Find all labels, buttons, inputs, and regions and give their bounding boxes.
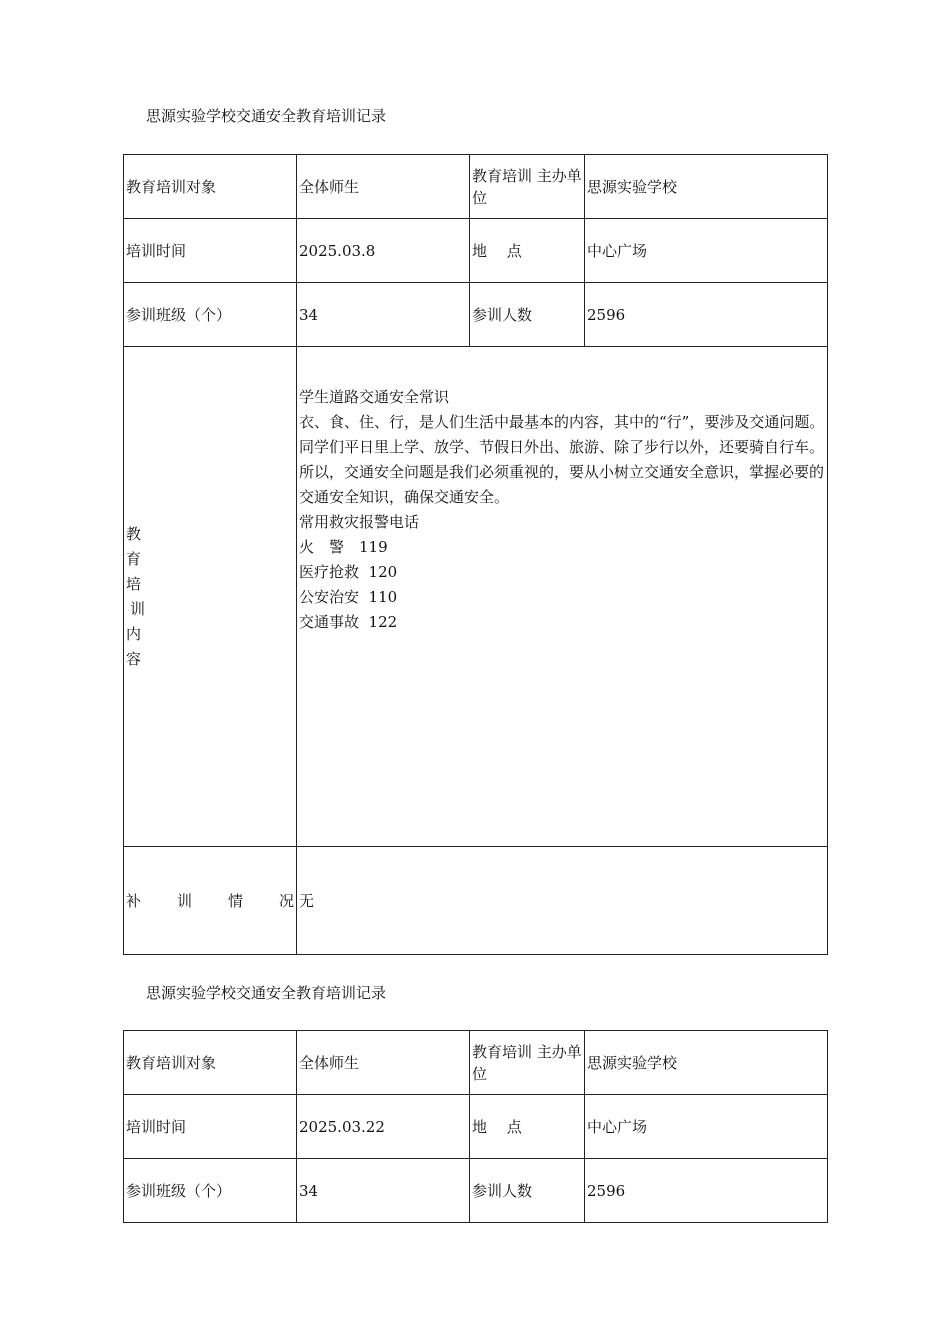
organizer-label: 教育培训 主办单位 bbox=[470, 155, 585, 219]
target-label: 教育培训对象 bbox=[124, 1031, 297, 1095]
time-label: 培训时间 bbox=[124, 1095, 297, 1159]
time-value: 2025.03.22 bbox=[297, 1095, 470, 1159]
place-value: 中心广场 bbox=[585, 219, 828, 283]
people-label: 参训人数 bbox=[470, 1159, 585, 1223]
row-target bbox=[124, 1031, 828, 1095]
people-value: 2596 bbox=[585, 283, 828, 347]
target-value: 全体师生 bbox=[297, 155, 470, 219]
organizer-value: 思源实验学校 bbox=[585, 1031, 828, 1095]
makeup-label-char: 补 bbox=[126, 891, 142, 910]
content-label-char: 容 bbox=[126, 649, 142, 668]
organizer-value: 思源实验学校 bbox=[585, 155, 828, 219]
classes-label: 参训班级（个） bbox=[124, 283, 297, 347]
makeup-value: 无 bbox=[297, 847, 828, 955]
makeup-label-char: 训 bbox=[176, 891, 192, 910]
content-label-char: 育 bbox=[126, 549, 142, 568]
makeup-label bbox=[124, 847, 297, 955]
row-content bbox=[124, 347, 828, 847]
phone-list-heading: 常用救灾报警电话 bbox=[299, 513, 420, 531]
content-heading: 学生道路交通安全常识 bbox=[299, 388, 450, 406]
phone-fire: 火 警 119 bbox=[299, 538, 388, 556]
place-value: 中心广场 bbox=[585, 1095, 828, 1159]
content-label-char: 培 bbox=[126, 574, 142, 593]
record-1-table bbox=[123, 154, 828, 955]
row-classes bbox=[124, 1159, 828, 1223]
record-2-title: 思源实验学校交通安全教育培训记录 bbox=[146, 984, 387, 1002]
time-label: 培训时间 bbox=[124, 219, 297, 283]
row-time bbox=[124, 1095, 828, 1159]
record-1-title: 思源实验学校交通安全教育培训记录 bbox=[146, 107, 387, 125]
content-label-char: 训 bbox=[130, 599, 146, 618]
classes-value: 34 bbox=[297, 283, 470, 347]
row-target bbox=[124, 155, 828, 219]
target-label: 教育培训对象 bbox=[124, 155, 297, 219]
makeup-label-char: 情 bbox=[227, 891, 243, 910]
row-makeup bbox=[124, 847, 828, 955]
row-classes bbox=[124, 283, 828, 347]
phone-traffic: 交通事故 122 bbox=[299, 613, 398, 631]
content-body bbox=[297, 347, 828, 847]
content-label-char: 内 bbox=[126, 624, 142, 643]
content-label-char: 教 bbox=[126, 524, 142, 543]
row-time bbox=[124, 219, 828, 283]
phone-police: 公安治安 110 bbox=[299, 588, 398, 606]
place-label: 地 点 bbox=[470, 1095, 585, 1159]
organizer-label: 教育培训 主办单位 bbox=[470, 1031, 585, 1095]
people-label: 参训人数 bbox=[470, 283, 585, 347]
phone-medical: 医疗抢救 120 bbox=[299, 563, 398, 581]
record-2-table bbox=[123, 1030, 828, 1223]
classes-value: 34 bbox=[297, 1159, 470, 1223]
time-value: 2025.03.8 bbox=[297, 219, 470, 283]
people-value: 2596 bbox=[585, 1159, 828, 1223]
content-paragraph: 衣、食、住、行，是人们生活中最基本的内容，其中的“行”，要涉及交通问题。同学们平日里上学、放学、节假日外出、旅游、除了步行以外，还要骑自行车。所以，交通安全问题是我们必须重视的，要从小树立交通安全意识，掌握必要的交通安全知识，确保交通安全。 bbox=[299, 413, 825, 506]
place-label: 地 点 bbox=[470, 219, 585, 283]
target-value: 全体师生 bbox=[297, 1031, 470, 1095]
makeup-label-char: 况 bbox=[278, 891, 294, 910]
classes-label: 参训班级（个） bbox=[124, 1159, 297, 1223]
content-label bbox=[124, 347, 297, 847]
